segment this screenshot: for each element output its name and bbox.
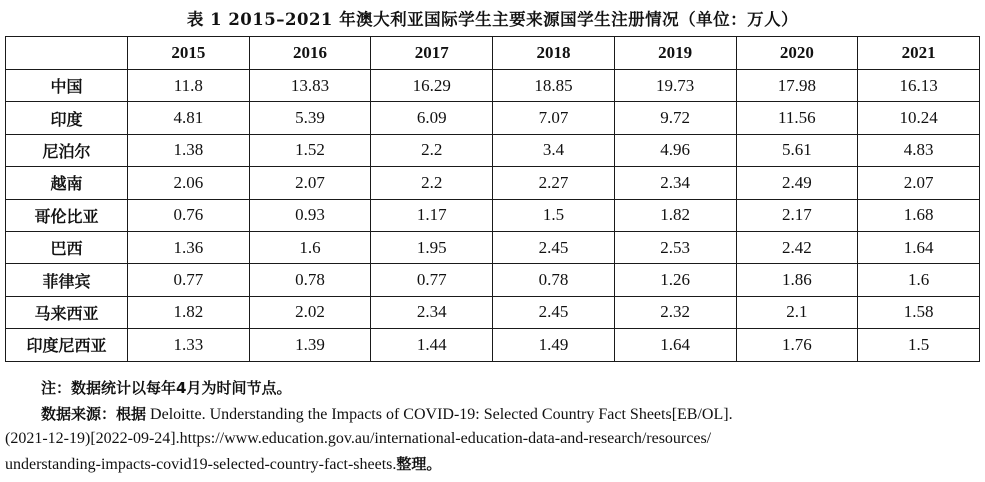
value-cell: 2.17 — [736, 199, 858, 231]
value-cell: 19.73 — [614, 70, 736, 102]
value-cell: 2.32 — [614, 296, 736, 328]
value-cell: 1.76 — [736, 329, 858, 361]
value-cell: 11.56 — [736, 102, 858, 134]
value-cell: 2.34 — [371, 296, 493, 328]
note-label: 注： — [41, 379, 72, 397]
source-line-1 — [5, 402, 980, 428]
value-cell: 1.6 — [249, 231, 371, 263]
value-cell: 10.24 — [858, 102, 980, 134]
value-cell: 16.13 — [858, 70, 980, 102]
country-cell: 尼泊尔 — [6, 134, 128, 166]
value-cell: 2.27 — [493, 167, 615, 199]
value-cell: 1.6 — [858, 264, 980, 296]
value-cell: 1.39 — [249, 329, 371, 361]
value-cell: 2.49 — [736, 167, 858, 199]
value-cell: 9.72 — [614, 102, 736, 134]
country-cell: 印度尼西亚 — [6, 329, 128, 361]
table-row — [6, 264, 980, 296]
value-cell: 1.86 — [736, 264, 858, 296]
value-cell: 11.8 — [128, 70, 250, 102]
value-cell: 1.17 — [371, 199, 493, 231]
value-cell: 1.82 — [128, 296, 250, 328]
table-row — [6, 70, 980, 102]
year-header: 2015 — [128, 37, 250, 70]
value-cell: 1.26 — [614, 264, 736, 296]
value-cell: 1.68 — [858, 199, 980, 231]
value-cell: 2.2 — [371, 134, 493, 166]
source-suffix: 整理。 — [396, 454, 442, 473]
value-cell: 4.83 — [858, 134, 980, 166]
table-row — [6, 296, 980, 328]
value-cell: 2.45 — [493, 231, 615, 263]
year-header: 2017 — [371, 37, 493, 70]
value-cell: 5.39 — [249, 102, 371, 134]
source-line-2 — [5, 427, 980, 452]
country-cell: 马来西亚 — [6, 296, 128, 328]
value-cell: 16.29 — [371, 70, 493, 102]
value-cell: 1.52 — [249, 134, 371, 166]
value-cell: 2.1 — [736, 296, 858, 328]
header-row — [6, 37, 980, 70]
value-cell: 2.07 — [249, 167, 371, 199]
table-row — [6, 102, 980, 134]
value-cell: 0.93 — [249, 199, 371, 231]
value-cell: 0.77 — [371, 264, 493, 296]
country-cell: 中国 — [6, 70, 128, 102]
value-cell: 6.09 — [371, 102, 493, 134]
country-cell: 越南 — [6, 167, 128, 199]
value-cell: 3.4 — [493, 134, 615, 166]
value-cell: 1.58 — [858, 296, 980, 328]
value-cell: 2.53 — [614, 231, 736, 263]
value-cell: 2.06 — [128, 167, 250, 199]
source-label: 数据来源： — [41, 404, 117, 423]
note-line — [5, 376, 980, 402]
note-text: 数据统计以每年4月为时间节点。 — [71, 379, 292, 397]
year-header: 2021 — [858, 37, 980, 70]
value-cell: 7.07 — [493, 102, 615, 134]
value-cell: 1.36 — [128, 231, 250, 263]
value-cell: 0.78 — [249, 264, 371, 296]
source-citation-part1: Deloitte. Understanding the Impacts of COVID-19: Selected Country Fact Sheets[EB/OL]. — [146, 405, 733, 423]
year-header: 2018 — [493, 37, 615, 70]
value-cell: 2.2 — [371, 167, 493, 199]
enrollment-table — [5, 36, 980, 362]
value-cell: 13.83 — [249, 70, 371, 102]
table-row — [6, 167, 980, 199]
table-row — [6, 231, 980, 263]
value-cell: 0.78 — [493, 264, 615, 296]
source-citation-part3: understanding-impacts-covid19-selected-country-fact-sheets. — [5, 455, 397, 473]
value-cell: 1.64 — [858, 231, 980, 263]
value-cell: 5.61 — [736, 134, 858, 166]
country-cell: 菲律宾 — [6, 264, 128, 296]
source-citation-part2: (2021-12-19)[2022-09-24].https://www.education.gov.au/international-education-data-and-research/resources/ — [5, 430, 712, 447]
value-cell: 1.49 — [493, 329, 615, 361]
year-header: 2020 — [736, 37, 858, 70]
country-cell: 巴西 — [6, 231, 128, 263]
value-cell: 2.02 — [249, 296, 371, 328]
country-cell: 印度 — [6, 102, 128, 134]
year-header: 2019 — [614, 37, 736, 70]
table-row — [6, 199, 980, 231]
year-header: 2016 — [249, 37, 371, 70]
value-cell: 1.95 — [371, 231, 493, 263]
value-cell: 1.44 — [371, 329, 493, 361]
value-cell: 0.77 — [128, 264, 250, 296]
value-cell: 18.85 — [493, 70, 615, 102]
value-cell: 2.34 — [614, 167, 736, 199]
value-cell: 17.98 — [736, 70, 858, 102]
table-row — [6, 329, 980, 361]
value-cell: 2.45 — [493, 296, 615, 328]
table-body — [6, 37, 980, 362]
value-cell: 1.33 — [128, 329, 250, 361]
value-cell: 4.96 — [614, 134, 736, 166]
value-cell: 1.5 — [858, 329, 980, 361]
country-cell: 哥伦比亚 — [6, 199, 128, 231]
notes-block — [5, 376, 980, 477]
corner-cell — [6, 37, 128, 70]
value-cell: 2.07 — [858, 167, 980, 199]
table-caption: 表 1 2015–2021 年澳大利亚国际学生主要来源国学生注册情况（单位：万人） — [186, 10, 799, 29]
value-cell: 1.5 — [493, 199, 615, 231]
source-line-3 — [5, 452, 980, 478]
table-row — [6, 134, 980, 166]
value-cell: 1.82 — [614, 199, 736, 231]
value-cell: 0.76 — [128, 199, 250, 231]
value-cell: 2.42 — [736, 231, 858, 263]
value-cell: 1.64 — [614, 329, 736, 361]
value-cell: 1.38 — [128, 134, 250, 166]
source-prefix: 根据 — [116, 404, 147, 423]
value-cell: 4.81 — [128, 102, 250, 134]
